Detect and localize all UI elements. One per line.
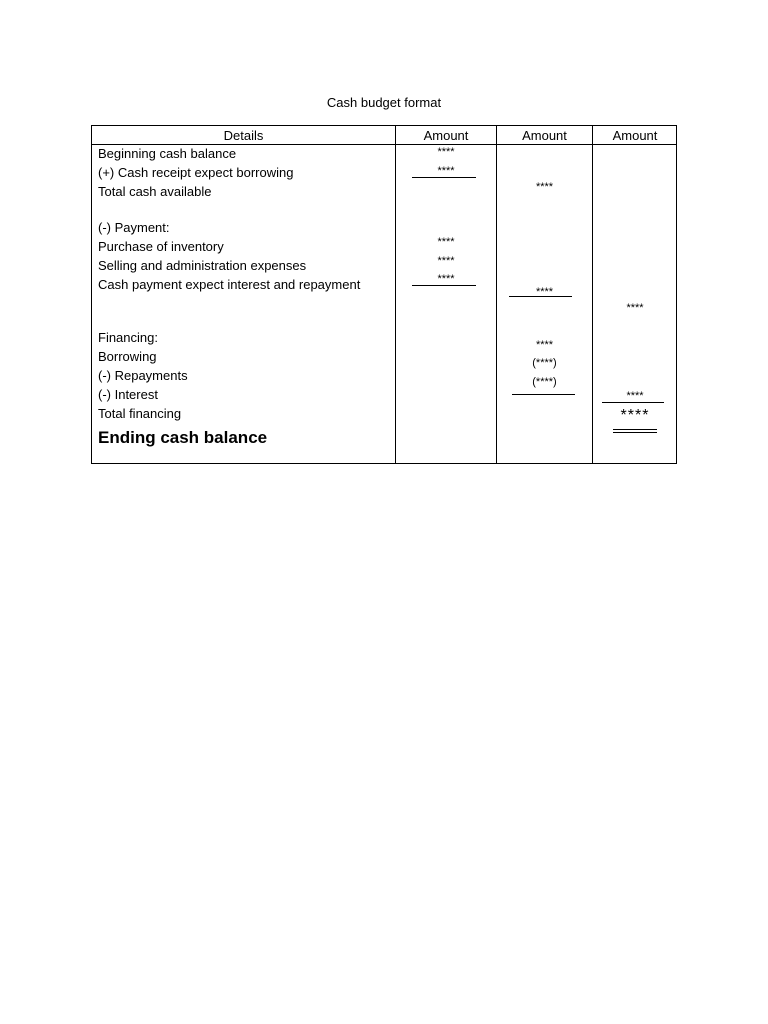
row-financing: Financing: [98, 330, 158, 345]
header-amount-2: Amount [522, 128, 567, 143]
underline [602, 402, 664, 403]
header-details: Details [223, 128, 264, 143]
row-selling-admin: Selling and administration expenses [98, 258, 307, 273]
header-divider [92, 144, 676, 145]
amount-total-payment: **** [535, 286, 554, 298]
header-amount-3: Amount [612, 128, 658, 143]
row-repayments: (-) Repayments [98, 368, 188, 383]
amount-total-financing: **** [626, 390, 644, 402]
row-cash-receipt: (+) Cash receipt expect borrowing [98, 165, 294, 180]
row-interest: (-) Interest [98, 387, 158, 402]
row-ending-cash-balance: Ending cash balance [98, 428, 268, 447]
amount-beginning: **** [437, 146, 455, 158]
amount-ending-cash-balance: **** [620, 407, 650, 424]
row-total-financing: Total financing [98, 406, 182, 421]
amount-total-cash-available: **** [535, 181, 554, 193]
underline [509, 296, 572, 297]
amount-cash-payment-expect: **** [437, 273, 455, 285]
amount-borrowing: **** [535, 339, 554, 351]
page-title: Cash budget format [326, 95, 442, 110]
row-purchase-inventory: Purchase of inventory [98, 239, 224, 254]
underline [512, 394, 575, 395]
amount-net-before-financing: **** [626, 302, 644, 314]
amount-interest: (****) [532, 376, 557, 388]
underline [412, 177, 476, 178]
underline [412, 285, 476, 286]
amount-purchase-inventory: **** [437, 236, 455, 248]
double-underline [613, 429, 657, 433]
amount-repayments: (****) [532, 357, 557, 369]
amount-selling-admin: **** [437, 255, 455, 267]
amount-cash-receipt: **** [437, 165, 455, 177]
row-cash-payment-expect: Cash payment expect interest and repayment [98, 277, 361, 292]
row-borrowing: Borrowing [98, 349, 157, 364]
row-beginning-cash-balance: Beginning cash balance [98, 146, 237, 161]
row-payment: (-) Payment: [98, 220, 170, 235]
cash-budget-table [91, 125, 677, 464]
row-total-cash-available: Total cash available [98, 184, 212, 199]
header-amount-1: Amount [423, 128, 469, 143]
